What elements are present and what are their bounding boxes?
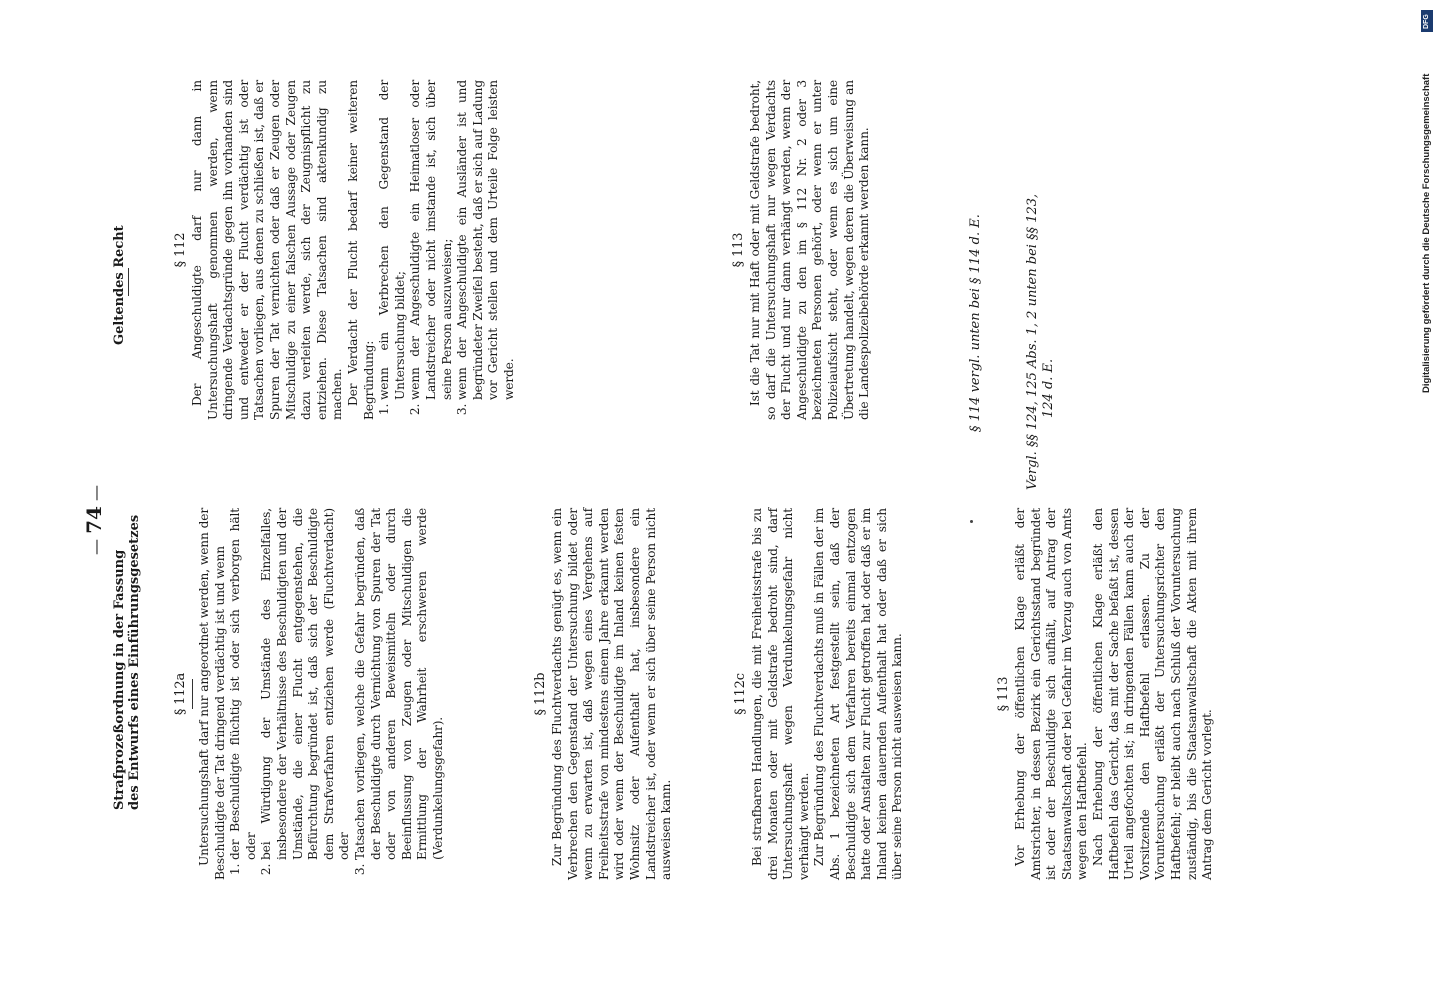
dfg-logo-text: DFG	[1423, 14, 1430, 29]
section-paragraph: Zur Begründung des Fluchtverdachts genügt es, wenn ein Verbrechen den Gegenstand der Untersuchung bildet oder wenn zu erwarten ist, daß wegen eines Vergehens auf Freiheitsstrafe von mindestens einem Jahre erkannt werden wird oder wenn der Beschuldigte im Inland keinen festen Wohnsitz oder Aufenthalt hat, insbesondere ein Landstreicher ist, oder wenn er sich über seine Person nicht ausweisen kann.	[550, 508, 674, 880]
page-number: 74	[82, 506, 106, 534]
divider	[192, 679, 193, 709]
left-header-line1: Strafprozeßordnung in der Fassung	[112, 549, 127, 810]
section-title: § 112a	[173, 672, 188, 716]
section-paragraph: Nach Erhebung der öffentlichen Klage erläßt den Haftbefehl das Gericht, das mit der Sache befaßt ist, dessen Urteil angefochten ist; in dringenden Fällen kann auch der Vorsitzende den Haftbefehl erlassen. Zu der Voruntersuchung erläßt der Untersuchungsrichter den Haftbefehl; er bleibt auch nach Schluß der Voruntersuchung zuständig, bis die Staatsanwaltschaft die Akten mit ihrem Antrag dem Gericht vorlegt.	[1090, 508, 1215, 880]
left-column-header	[112, 514, 142, 810]
section-paragraph: Ist die Tat nur mit Haft oder mit Geldstrafe bedroht, so darf die Untersuchungshaft nur wegen Verdachts der Flucht und nur dann verhängt werden, wenn der Angeschuldigte zu den im § 112 Nr. 2 oder 3 bezeichneten Personen gehört, oder wenn er unter Polizeiaufsicht steht, oder wenn es sich um eine Übertretung handelt, wegen deren die Überweisung an die Landespolizeibehörde erkannt werden kann.	[748, 80, 872, 420]
section-paragraph: Der Angeschuldigte darf nur dann in Untersuchungshaft genommen werden, wenn dringende Verdachtsgründe gegen ihn vorhanden sind und entweder er der Flucht verdächtig ist oder Tatsachen vorliegen, aus denen zu schließen ist, daß er Spuren der Tat vernichten oder daß er Zeugen oder Mitschuldige zu einer falschen Aussage oder Zeugen dazu verleiten werde, sich der Zeugnispflicht zu entziehen. Diese Tatsachen sind aktenkundig zu machen.	[190, 80, 345, 420]
section-title: § 113	[731, 232, 746, 268]
section-113-left	[995, 508, 1216, 880]
list-item: 1. der Beschuldigte flüchtig ist oder sich verborgen hält oder	[228, 508, 259, 860]
section-112-right	[172, 80, 517, 420]
section-paragraph: Vor Erhebung der öffentlichen Klage erläßt der Amtsrichter, in dessen Bezirk ein Gerichtsstand begründet ist oder der Beschuldigte sich aufhält, auf Antrag der Staatsanwaltschaft oder bei Gefahr im Verzug auch von Amts wegen den Haftbefehl.	[1013, 508, 1090, 880]
section-title: § 112c	[733, 673, 748, 715]
note-vergl	[1025, 194, 1057, 490]
left-header-line2: des Entwurfs eines Einführungsgesetzes	[127, 514, 142, 810]
note-114: § 114 vergl. unten bei § 114 d. E.	[968, 214, 983, 432]
section-title: § 112	[173, 232, 188, 268]
note-vergl-line2: 124 d. E.	[1041, 358, 1056, 418]
page-number-line: — 74 —	[82, 484, 106, 555]
dfg-logo	[1421, 10, 1433, 32]
list-item: 3. wenn der Angeschuldigte ein Ausländer ist und begründeter Zweifel besteht, daß er sich auf Ladung vor Gericht stellen und dem Urteile Folge leisten werde.	[455, 80, 517, 400]
section-paragraph: Zur Begründung des Fluchtverdachts muß in Fällen der im Abs. 1 bezeichneten Art festgestellt sein, daß der Beschuldigte sich dem Verfahren bereits einmal entzogen hatte oder Anstalten zur Flucht getroffen hat oder daß er im Inland keinen dauernden Aufenthalt hat oder daß er sich über seine Person nicht ausweisen kann.	[812, 508, 905, 880]
section-paragraph: Bei strafbaren Handlungen, die mit Freiheitsstrafe bis zu drei Monaten oder mit Geldstrafe bedroht sind, darf Untersuchungshaft wegen Verdunkelungsgefahr nicht verhängt werden.	[750, 508, 811, 880]
digitization-credit: Digitalisierung gefördert durch die Deutsche Forschungsgemeinschaft	[1421, 73, 1432, 393]
section-paragraph: Der Verdacht der Flucht bedarf keiner weiteren Begründung:	[345, 80, 376, 420]
section-112a	[172, 508, 447, 880]
list-item: 3. Tatsachen vorliegen, welche die Gefahr begründen, daß der Beschuldigte durch Vernichtung von Spuren der Tat oder von anderen Beweismitteln oder durch Beeinflussung von Zeugen oder Mitschuldigen die Ermittlung der Wahrheit erschweren werde (Verdunkelungsgefahr).	[353, 508, 447, 860]
list-item: 1. wenn ein Verbrechen den Gegenstand der Untersuchung bildet;	[377, 80, 408, 400]
right-column-header: Geltendes Recht	[112, 225, 127, 345]
note-vergl-line1: Vergl. §§ 124, 125 Abs. 1, 2 unten bei §§ 123,	[1025, 193, 1040, 490]
section-112c	[732, 508, 906, 880]
section-title: § 112b	[533, 672, 548, 716]
section-paragraph: Untersuchungshaft darf nur angeordnet werden, wenn der Beschuldigte der Tat dringend verdächtig ist und wenn	[197, 508, 227, 880]
list-item: 2. bei Würdigung der Umstände des Einzelfalles, insbesondere der Verhältnisse des Beschuldigten und der Umstände, die einer Flucht entgegenstehen, die Befürchtung begründet ist, daß sich der Beschuldigte dem Strafverfahren entziehen werde (Fluchtverdacht) oder	[259, 508, 353, 860]
section-title: § 113	[996, 676, 1011, 712]
section-113-right	[730, 80, 873, 420]
list-item: 2. wenn der Angeschuldigte ein Heimatloser oder Landstreicher oder nicht imstande ist, sich über seine Person auszuweisen;	[408, 80, 455, 400]
section-112b	[532, 508, 675, 880]
